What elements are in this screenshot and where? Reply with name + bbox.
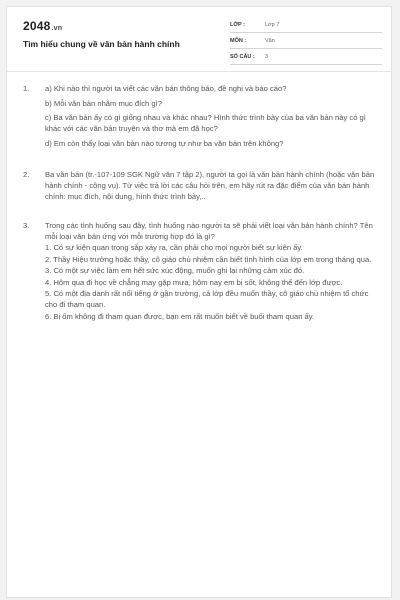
question-3-item-4: 4. Hôm qua đi học về chẳng may gặp mưa, hôm nay em bị sốt, không thể đến lớp được. [45, 277, 343, 287]
meta-label-subject: MÔN : [230, 38, 247, 44]
header-divider [7, 71, 391, 72]
question-list [23, 83, 381, 336]
logo-suffix: .vn [51, 25, 63, 32]
question-number: 2. [23, 169, 30, 179]
question-1 [23, 83, 381, 149]
question-2-text: Ba văn bản (tr.-107-109 SGK Ngữ văn 7 tập 2), người ta gọi là văn bản hành chính (hoặc văn bản hành chính - công vụ). Từ việc trả lời các câu hỏi trên, em hãy rút ra đặc điểm của văn bản hành chính: mục đích, nội dung, hình thức trình bày,.. [45, 169, 375, 201]
question-1-part-c: c) Ba văn bản ấy có gì giống nhau và khác nhau? Hình thức trình bày của ba văn bản này có gì khác với các văn bản truyện và thơ mà em đã học? [45, 113, 366, 133]
page-title: Tìm hiểu chung về văn bản hành chính [23, 39, 180, 49]
question-number: 1. [23, 84, 30, 93]
question-1-part-b: b) Mỗi văn bản nhằm mục đích gì? [45, 98, 162, 108]
meta-value-question-count: 3 [265, 54, 269, 60]
worksheet-header [7, 7, 391, 69]
question-3-prompt: Trong các tình huống sau đây, tình huống nào người ta sẽ phải viết loại văn bản hành chính? Tên mỗi loại văn bản ứng với mỗi trường hợp đó là gì? [45, 220, 373, 241]
question-number: 3. [23, 220, 30, 230]
meta-row-question-count [230, 50, 382, 65]
question-3-item-3: 3. Có một sự việc làm em hết sức xúc động, muốn ghi lại những cảm xúc đó. [45, 266, 305, 275]
question-3-item-5: 5. Có một địa danh rất nổi tiếng ở gần trường, cả lớp đều muốn thầy, cô giáo chủ nhiệm tổ chức cho đi tham quan. [45, 289, 369, 309]
meta-label-class: LỚP : [230, 22, 245, 28]
meta-value-subject: Văn [265, 38, 275, 44]
question-3-item-2: 2. Thầy Hiệu trưởng hoặc thầy, cô giáo chủ nhiệm cần biết tình hình của lớp em trong tháng qua. [45, 254, 372, 264]
question-3 [23, 220, 381, 322]
meta-label-question-count: SỐ CÂU : [230, 54, 255, 60]
question-1-part-d: d) Em còn thấy loại văn bản nào tương tự như ba văn bản trên không? [45, 138, 284, 148]
question-3-item-1: 1. Có sự kiện quan trọng sắp xảy ra, cần phải cho mọi người biết sự kiện ấy. [45, 243, 303, 252]
question-3-item-6: 6. Bị ốm không đi tham quan được, bạn em rất muốn biết về buổi tham quan ấy. [45, 311, 315, 321]
question-2 [23, 169, 381, 202]
meta-row-subject [230, 34, 382, 49]
meta-value-class: Lớp 7 [265, 22, 280, 28]
question-1-part-a: a) Khi nào thì người ta viết các văn bản thông báo, đề nghị và báo cáo? [45, 84, 287, 93]
worksheet-page [6, 6, 392, 598]
site-logo[interactable] [23, 19, 62, 33]
meta-row-class [230, 18, 382, 33]
logo-text: 2048 [23, 19, 51, 33]
